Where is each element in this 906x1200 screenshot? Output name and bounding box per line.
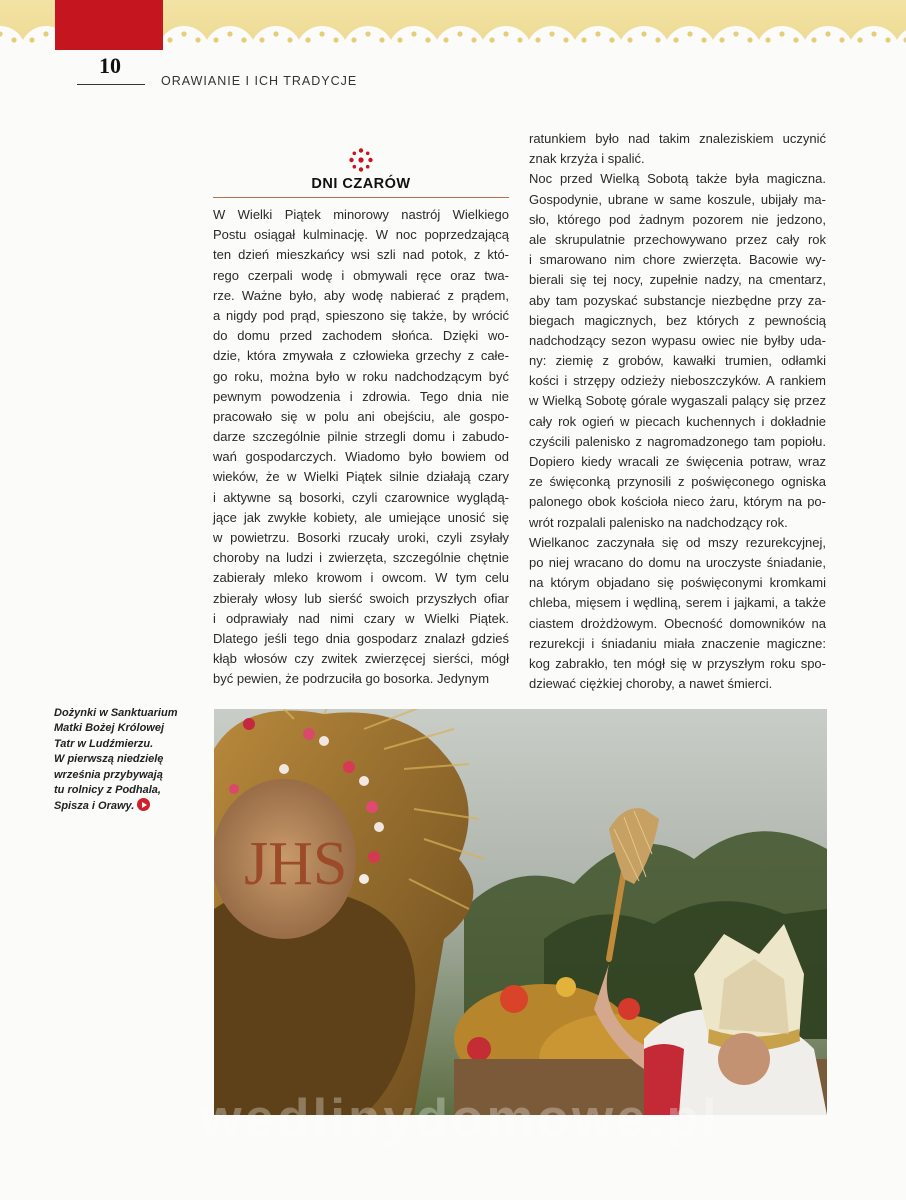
lace-dot bbox=[701, 37, 706, 42]
text-line: i odprawiały nad nimi czary w Wielki Piątek. bbox=[213, 610, 509, 626]
lace-dot bbox=[443, 37, 448, 42]
lace-scallop bbox=[802, 26, 854, 60]
text-line: W Wielki Piątek minorowy nastrój Wielkiego bbox=[213, 207, 509, 222]
text-line: i aktywne są bosorki, czyli czarownice wyglądą- bbox=[213, 489, 509, 505]
lace-dot bbox=[811, 37, 816, 42]
text-line: czyścili palenisko z nagromadzonego tam popiołu. bbox=[529, 433, 826, 449]
lace-dot bbox=[489, 37, 494, 42]
lace-dot bbox=[609, 37, 614, 42]
text-line: choroby na ludzi i zwierzęta, szczególnie chętnie bbox=[213, 550, 509, 566]
lace-dot bbox=[563, 37, 568, 42]
text-line: w powietrzu. Bosorki rzucały uroki, czyli zsyłały bbox=[213, 530, 509, 545]
harvest-festival-photo bbox=[214, 709, 827, 1115]
text-line: nadchodzący sezon wypasu owiec nie byłby uda- bbox=[529, 332, 826, 348]
lace-scallop bbox=[710, 26, 762, 60]
lace-scallop bbox=[434, 26, 486, 60]
text-line: rze. Ważne było, aby wodę nabierać z prądem, bbox=[213, 287, 509, 303]
lace-dot bbox=[549, 31, 554, 36]
lace-scallop bbox=[480, 26, 532, 60]
lace-dot bbox=[857, 37, 862, 42]
text-line: kłąb włosów czy zwitek zwierzęcej sierści, mógł bbox=[213, 651, 509, 667]
lace-dot bbox=[213, 37, 218, 42]
text-line: dzie, która zmywała z człowieka grzechy z całe- bbox=[213, 348, 509, 364]
lace-dot bbox=[471, 37, 476, 42]
text-line: darze szczególnie pilnie strzegli domu i zabudo- bbox=[213, 429, 509, 445]
lace-dot bbox=[227, 31, 232, 36]
lace-dot bbox=[167, 37, 172, 42]
lace-dot bbox=[287, 37, 292, 42]
lace-dot bbox=[517, 37, 522, 42]
text-line: i smarowano nim chore zwierzęta. Bacowie wy- bbox=[529, 252, 826, 268]
lace-dot bbox=[333, 37, 338, 42]
caption-line: września przybywają bbox=[54, 768, 163, 781]
lace-scallop bbox=[664, 26, 716, 60]
lace-dot bbox=[581, 37, 586, 42]
text-line: Postu osiągał kulminację. W noc poprzedzającą bbox=[213, 227, 509, 243]
lace-dot bbox=[181, 31, 186, 36]
text-line: aby tam pozyskać substancje niezbędne przy za- bbox=[529, 292, 826, 308]
lace-scallop bbox=[342, 26, 394, 60]
lace-dot bbox=[673, 37, 678, 42]
lace-scallop bbox=[250, 26, 302, 60]
lace-dot bbox=[595, 31, 600, 36]
lace-dot bbox=[839, 37, 844, 42]
photo-caption bbox=[54, 706, 194, 815]
watermark-text: wedlinydomowe.pl bbox=[200, 1089, 720, 1148]
lace-dot bbox=[195, 37, 200, 42]
lace-dot bbox=[747, 37, 752, 42]
text-line: cały rok ogień w piecach kuchennych i dokładnie bbox=[529, 413, 826, 429]
caption-line: Matki Bożej Królowej bbox=[54, 722, 165, 735]
lace-scallop bbox=[756, 26, 808, 60]
lace-dot bbox=[733, 31, 738, 36]
text-line: być pewien, że podrzuciła go bosorka. Jedynym bbox=[213, 671, 490, 687]
text-line: Gospodynie, ubrane w same koszule, ubijały ma- bbox=[529, 191, 826, 207]
text-line: pewnym powodzenia i zdrowia. Tego dnia nie bbox=[213, 388, 509, 404]
lace-dot bbox=[397, 37, 402, 42]
lace-dot bbox=[241, 37, 246, 42]
page-number: 10 bbox=[99, 53, 121, 78]
lace-dot bbox=[43, 31, 48, 36]
text-line: ciastem drożdżowym. Obecność domowników na bbox=[529, 615, 826, 631]
caption-line: Tatr w Ludźmierzu. bbox=[54, 737, 154, 750]
lace-dot bbox=[273, 31, 278, 36]
lace-dot bbox=[885, 37, 890, 42]
lace-dot bbox=[779, 31, 784, 36]
text-line: do domu przed zachodem słońca. Dzięki wo- bbox=[213, 328, 509, 344]
text-line: wrót rozpalali palenisko na nadchodzący rok. bbox=[529, 514, 788, 530]
text-line: zbierały włosy lub sierść swoich przyszłych ofiar bbox=[213, 590, 509, 606]
text-line: Dlatego jeśli tego dnia gospodarz znalazł gdzieś bbox=[213, 630, 509, 646]
text-line: kości i strzępy odzieży nieboszczyków. A rankiem bbox=[529, 373, 826, 389]
text-line: rego czerpali wodę i obmywali ręce oraz twa- bbox=[213, 267, 509, 283]
caption-text: Spisza i Orawy. bbox=[54, 800, 135, 813]
lace-dot bbox=[627, 37, 632, 42]
text-line: bierali się tej nocy, zupełnie nadzy, na cmentarz, bbox=[529, 272, 826, 288]
section-title: DNI CZARÓW bbox=[311, 176, 411, 192]
lace-dot bbox=[425, 37, 430, 42]
text-line: ratunkiem było nad takim znaleziskiem uczynić bbox=[529, 131, 826, 146]
text-line: biegach magicznych, bez których z pewnością bbox=[529, 312, 826, 328]
lace-scallop bbox=[848, 26, 900, 60]
lace-dot bbox=[765, 37, 770, 42]
lace-scallop bbox=[296, 26, 348, 60]
lace-dot bbox=[719, 37, 724, 42]
text-line: pracowało się w polu ani obejściu, ale gospo- bbox=[213, 408, 509, 424]
lace-dot bbox=[687, 31, 692, 36]
red-arrow-circle-icon bbox=[137, 798, 150, 811]
lace-scallop bbox=[158, 26, 210, 60]
lace-dot bbox=[305, 37, 310, 42]
text-line: wań gospodarczych. Wiadomo było bowiem od bbox=[213, 449, 509, 465]
lace-dot bbox=[11, 37, 16, 42]
text-line: zabierały mleko krowom i owcom. W tym celu bbox=[213, 570, 509, 586]
lace-dot bbox=[793, 37, 798, 42]
lace-scallop bbox=[526, 26, 578, 60]
text-line: Wielkanoc zaczynała się od mszy rezurekcyjnej, bbox=[529, 534, 826, 550]
lace-scallop bbox=[618, 26, 670, 60]
lace-dot bbox=[365, 31, 370, 36]
caption-line: tu rolnicy z Podhala, bbox=[54, 784, 161, 797]
running-title: ORAWIANIE I ICH TRADYCJE bbox=[161, 74, 358, 88]
lace-dot bbox=[351, 37, 356, 42]
lace-dot bbox=[535, 37, 540, 42]
lace-dot bbox=[411, 31, 416, 36]
text-line: Noc przed Wielką Sobotą także była magiczna. bbox=[529, 171, 826, 187]
caption-line: Dożynki w Sanktuarium bbox=[54, 707, 178, 719]
lace-scallop bbox=[894, 26, 906, 60]
page-number-box bbox=[78, 48, 142, 84]
text-line: ny: ziemię z grobów, kawałki trumien, odłamki bbox=[529, 353, 826, 369]
lace-dot bbox=[655, 37, 660, 42]
body-column-right bbox=[529, 129, 826, 694]
text-line: w Wielką Sobotę górale wygaszali palący się przez bbox=[529, 393, 826, 409]
lace-dot bbox=[641, 31, 646, 36]
red-flower-ornament-icon bbox=[347, 146, 375, 174]
lace-dot bbox=[319, 31, 324, 36]
text-line: ten dzień mieszkańcy wsi szli nad potok, z któ- bbox=[213, 247, 509, 263]
text-line: ze święconką przynosili z poświęconego ogniska bbox=[529, 474, 826, 490]
text-line: sło, którego pod żadnym pozorem nie jedzono, bbox=[529, 211, 826, 227]
text-line: go roku, można było w roku nadchodzącym być bbox=[213, 368, 509, 384]
title-rule bbox=[213, 197, 509, 198]
text-line: jące jak zwykłe kobiety, ale umiejące unosić się bbox=[213, 509, 509, 525]
text-line: palonego obok kościoła nieco żaru, którym na po- bbox=[529, 494, 826, 510]
lace-dot bbox=[457, 31, 462, 36]
text-line: ale skrupulatnie przechowywano przez cały rok bbox=[529, 231, 826, 247]
text-line: a nigdy pod prąd, spieszono się także, by wrócić bbox=[213, 307, 509, 323]
lace-dot bbox=[503, 31, 508, 36]
lace-dot bbox=[379, 37, 384, 42]
text-line: znak krzyża i spalić. bbox=[529, 151, 645, 167]
body-column-left bbox=[213, 205, 509, 690]
text-line: kog zabrakło, ten mógł się w przyszłym roku spo- bbox=[529, 655, 826, 671]
page-number-underline bbox=[77, 84, 145, 85]
lace-scallop bbox=[572, 26, 624, 60]
text-line: Dopiero kiedy wracali ze święcenia potraw, wraz bbox=[529, 454, 826, 469]
text-line: po niej wracano do domu na uroczyste śniadanie, bbox=[529, 554, 826, 570]
lace-dot bbox=[871, 31, 876, 36]
text-line: na którym objadano się poświęconymi kromkami bbox=[529, 575, 826, 591]
text-line: dziewać ciężkiej choroby, a nawet śmierci. bbox=[529, 676, 773, 692]
text-line: chleba, mięsem i wędliną, serem i jajkami, a także bbox=[529, 595, 826, 611]
page-number-tab bbox=[55, 0, 163, 50]
text-line: wieków, że w Wielki Piątek silnie działają czary bbox=[213, 469, 509, 485]
caption-line-last bbox=[54, 798, 194, 814]
lace-scallop bbox=[204, 26, 256, 60]
lace-dot bbox=[259, 37, 264, 42]
lace-dot bbox=[29, 37, 34, 42]
wreath-inscription: JHS bbox=[244, 830, 348, 898]
text-line: rezurekcji i śniadaniu miała znaczenie magiczne: bbox=[529, 635, 826, 651]
caption-line: W pierwszą niedzielę bbox=[54, 753, 164, 766]
lace-dot bbox=[825, 31, 830, 36]
lace-scallop bbox=[388, 26, 440, 60]
